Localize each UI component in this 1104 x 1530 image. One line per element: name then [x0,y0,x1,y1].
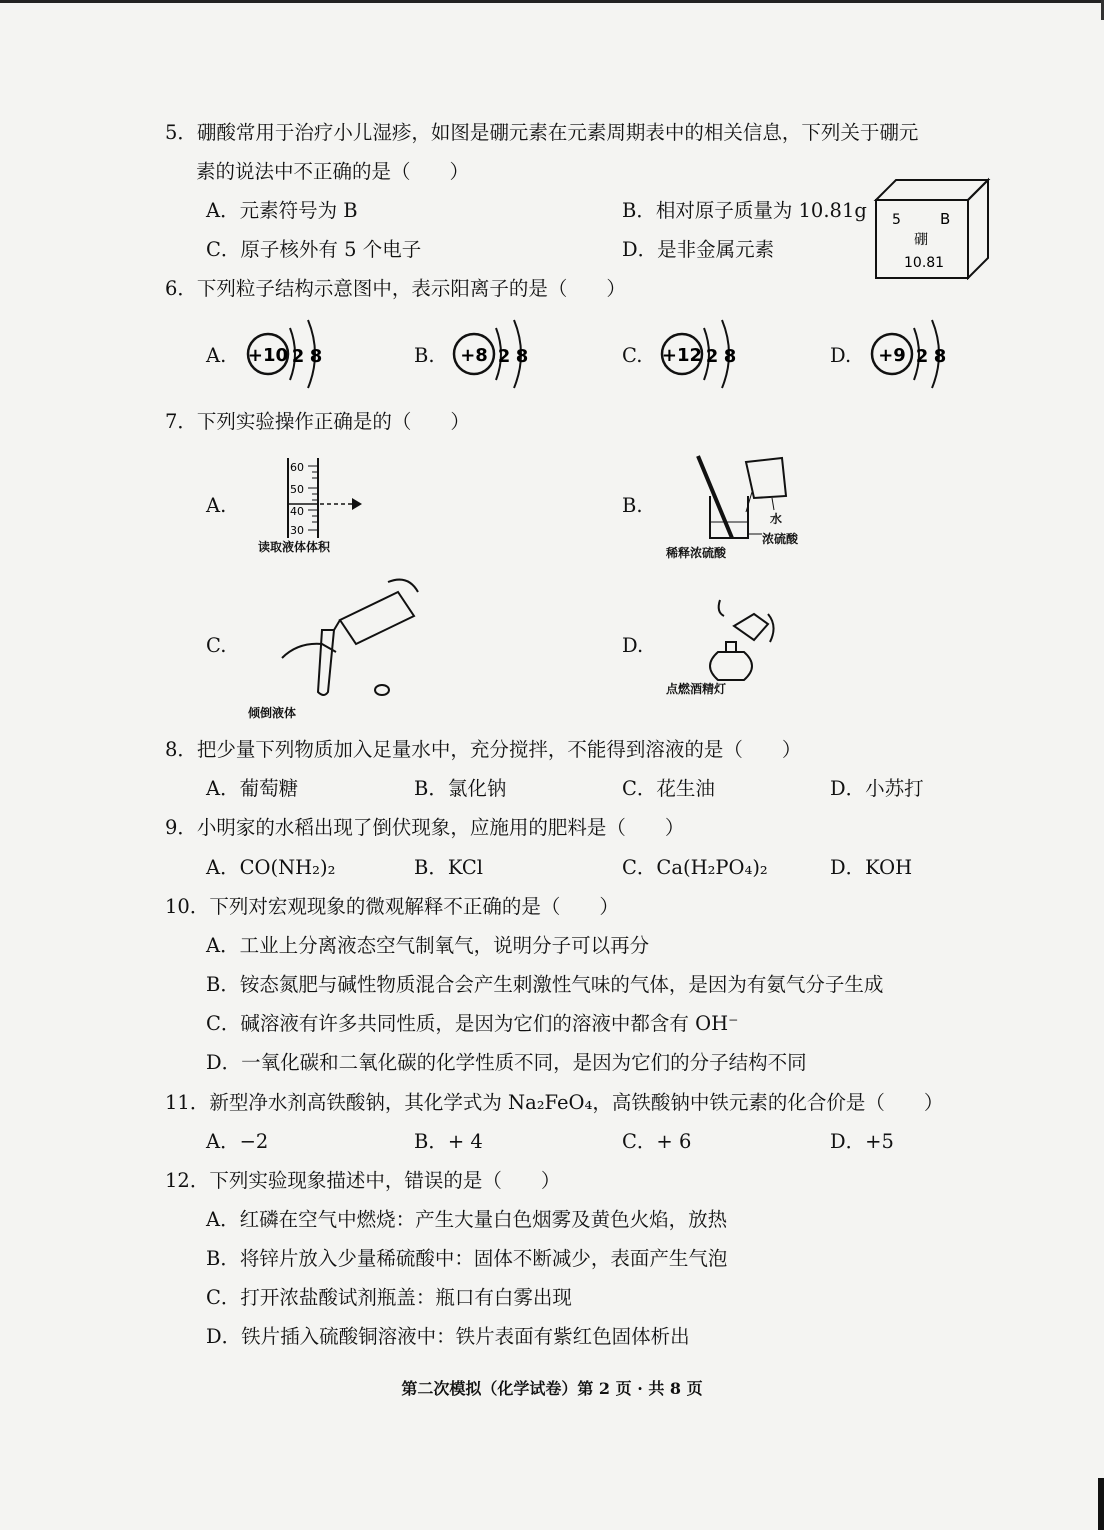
atom-structure-diagram [450,316,540,392]
option-label: C. [622,344,643,367]
alcohol-lamp-figure [694,596,786,688]
tick-label: 50 [290,483,304,496]
figure-caption: 倾倒液体 [248,706,297,720]
graduated-cylinder-figure [284,454,374,542]
q12-option-b: B．将锌片放入少量稀硫酸中：固体不断减少，表面产生气泡 [206,1247,728,1270]
q12-option-c: C．打开浓盐酸试剂瓶盖：瓶口有白雾出现 [206,1286,572,1309]
q10-option-d: D．一氧化碳和二氧化碳的化学性质不同，是因为它们的分子结构不同 [206,1051,807,1074]
shell-electrons: 2 [497,346,511,367]
shell-electrons: 2 [915,346,929,367]
tick-label: 40 [290,505,304,518]
pouring-liquid-figure [278,572,428,702]
option-label: D. [830,344,852,367]
q10-option-c: C．碱溶液有许多共同性质，是因为它们的溶液中都含有 OH⁻ [206,1012,739,1035]
option-label: A. [206,494,227,517]
q12-stem: 12．下列实验现象描述中，错误的是（ ） [165,1169,561,1192]
q10-option-b: B．铵态氮肥与碱性物质混合会产生刺激性气味的气体，是因为有氨气分子生成 [206,973,884,996]
scan-mark [1098,1478,1104,1530]
q9-option-d: D．KOH [830,856,913,879]
q10-stem: 10．下列对宏观现象的微观解释不正确的是（ ） [165,895,619,918]
option-label: A. [206,344,227,367]
q9-option-b: B．KCl [414,856,484,879]
atom-structure-diagram [868,316,958,392]
q12-option-d: D．铁片插入硫酸铜溶液中：铁片表面有紫红色固体析出 [206,1325,690,1348]
figure-caption: 点燃酒精灯 [666,682,727,696]
shell-electrons: 2 [291,346,305,367]
element-number: 5 [892,212,901,228]
q5-option-b: B．相对原子质量为 10.81g [622,199,867,222]
q9-stem: 9．小明家的水稻出现了倒伏现象，应施用的肥料是（ ） [165,816,685,839]
nucleus-charge: +9 [878,345,906,366]
figure-caption: 稀释浓硫酸 [666,546,727,560]
nucleus-charge: +10 [247,345,289,366]
label-water: 水 [770,512,783,526]
page-footer: 第二次模拟（化学试卷）第 2 页 · 共 8 页 [401,1379,703,1398]
q11-option-a: A．−2 [206,1130,269,1153]
scan-edge [0,0,1104,3]
shell-electrons: 2 [705,346,719,367]
q8-option-c: C．花生油 [622,777,715,800]
nucleus-charge: +8 [460,345,488,366]
q5-stem-line2: 素的说法中不正确的是（ ） [196,160,470,183]
option-label: B. [414,344,435,367]
shell-electrons: 8 [723,346,737,367]
q11-stem: 11．新型净水剂高铁酸钠，其化学式为 Na₂FeO₄，高铁酸钠中铁元素的化合价是（ ） [165,1091,944,1114]
label-concentrated-acid: 浓硫酸 [762,532,799,546]
q8-option-b: B．氯化钠 [414,777,507,800]
q8-option-a: A．葡萄糖 [206,777,299,800]
q12-option-a: A．红磷在空气中燃烧：产生大量白色烟雾及黄色火焰，放热 [206,1208,728,1231]
option-label: B. [622,494,643,517]
q9-option-a: A．CO(NH₂)₂ [206,856,336,879]
option-label: D. [622,634,644,657]
option-label: C. [206,634,227,657]
q9-option-c: C．Ca(H₂PO₄)₂ [622,856,768,879]
shell-electrons: 8 [933,346,947,367]
q5-option-c: C．原子核外有 5 个电子 [206,238,422,261]
q11-option-c: C．+ 6 [622,1130,692,1153]
element-mass: 10.81 [904,255,945,271]
shell-electrons: 8 [309,346,323,367]
atom-structure-diagram [244,316,334,392]
q7-stem: 7．下列实验操作正确是的（ ） [165,410,470,433]
q11-option-b: B．+ 4 [414,1130,483,1153]
q8-stem: 8．把少量下列物质加入足量水中，充分搅拌，不能得到溶液的是（ ） [165,738,802,761]
tick-label: 30 [290,524,304,537]
q8-option-d: D．小苏打 [830,777,924,800]
element-box-figure [870,176,992,280]
element-name: 硼 [914,232,928,248]
figure-caption: 读取液体体积 [258,540,331,554]
q6-stem: 6．下列粒子结构示意图中，表示阳离子的是（ ） [165,277,626,300]
q11-option-d: D．+5 [830,1130,894,1153]
q5-option-d: D．是非金属元素 [622,238,775,261]
q5-stem-line1: 5．硼酸常用于治疗小儿湿疹，如图是硼元素在元素周期表中的相关信息，下列关于硼元 [165,121,919,144]
q5-option-a: A．元素符号为 B [206,199,358,222]
tick-label: 60 [290,461,304,474]
nucleus-charge: +12 [661,345,703,366]
q10-option-a: A．工业上分离液态空气制氧气，说明分子可以再分 [206,934,650,957]
shell-electrons: 8 [515,346,529,367]
element-symbol: B [940,210,951,228]
atom-structure-diagram [658,316,748,392]
